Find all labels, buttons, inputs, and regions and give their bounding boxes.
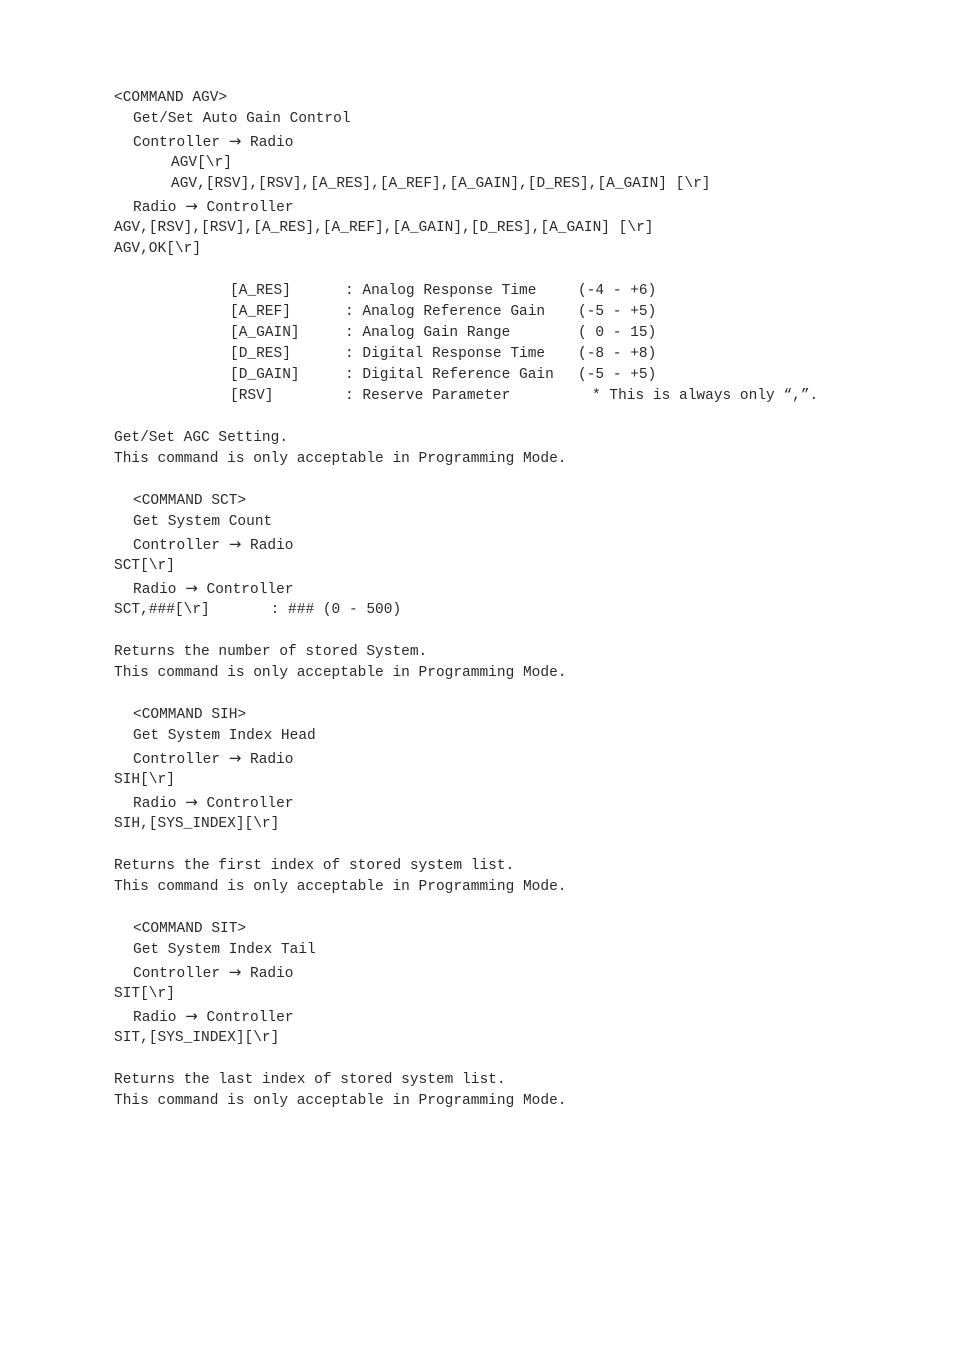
- direction-controller-to-radio: [114, 747, 894, 770]
- direction-to: Controller: [206, 1010, 294, 1026]
- parameter-name: [D_GAIN]: [230, 367, 300, 383]
- response-syntax: SIT,[SYS_INDEX][\r]: [114, 1030, 280, 1046]
- direction-to: Controller: [206, 582, 294, 598]
- request-syntax-set: AGV,[RSV],[RSV],[A_RES],[A_REF],[A_GAIN],[D_RES],[A_GAIN] [\r]: [171, 176, 711, 192]
- parameter-row: [114, 302, 894, 323]
- direction-from: Controller: [133, 135, 221, 151]
- direction-from: Radio: [133, 1010, 177, 1026]
- parameter-name: [D_RES]: [230, 346, 291, 362]
- direction-from: Controller: [133, 966, 221, 982]
- command-mode-note: This command is only acceptable in Programming Mode.: [114, 1093, 567, 1109]
- parameter-range: * This is always only “,”.: [592, 388, 819, 404]
- right-arrow-icon: →: [185, 793, 198, 811]
- request-syntax-get: AGV[\r]: [171, 155, 232, 171]
- direction-from: Radio: [133, 796, 177, 812]
- command-description: Returns the last index of stored system list.: [114, 1072, 506, 1088]
- command-description: Returns the number of stored System.: [114, 644, 428, 660]
- direction-radio-to-controller: [114, 577, 894, 600]
- command-title: Get System Count: [133, 514, 273, 530]
- parameter-description: : Reserve Parameter: [345, 388, 511, 404]
- direction-controller-to-radio: [114, 961, 894, 984]
- command-title: Get System Index Tail: [133, 942, 316, 958]
- response-syntax: [114, 600, 894, 621]
- command-description: Returns the first index of stored system list.: [114, 858, 515, 874]
- right-arrow-icon: →: [228, 963, 242, 981]
- parameter-description: : Digital Reference Gain: [345, 367, 554, 383]
- request-syntax: SIH[\r]: [114, 772, 175, 788]
- parameter-range: (-8 - +8): [578, 346, 657, 362]
- right-arrow-icon: →: [185, 1007, 198, 1025]
- command-header: <COMMAND SIH>: [133, 707, 247, 723]
- parameter-range: (-5 - +5): [578, 367, 657, 383]
- direction-controller-to-radio: [114, 533, 894, 556]
- command-mode-note: This command is only acceptable in Programming Mode.: [114, 665, 567, 681]
- parameter-description: : Digital Response Time: [345, 346, 546, 362]
- right-arrow-icon: →: [185, 579, 198, 597]
- right-arrow-icon: →: [185, 197, 198, 215]
- response-syntax-set: AGV,OK[\r]: [114, 241, 202, 257]
- parameter-row: [114, 344, 894, 365]
- direction-from: Radio: [133, 582, 177, 598]
- direction-controller-to-radio: [114, 130, 894, 153]
- request-syntax: SCT[\r]: [114, 558, 175, 574]
- parameter-description: : Analog Response Time: [345, 283, 537, 299]
- direction-to: Radio: [250, 538, 294, 554]
- parameter-row: [114, 323, 894, 344]
- command-agv-section: [114, 88, 894, 491]
- command-header: <COMMAND SIT>: [133, 921, 247, 937]
- direction-radio-to-controller: [114, 791, 894, 814]
- direction-radio-to-controller: [114, 195, 894, 218]
- command-sih-section: [114, 705, 894, 919]
- right-arrow-icon: →: [228, 749, 242, 767]
- direction-to: Radio: [250, 752, 294, 768]
- document-page: [114, 88, 894, 1112]
- direction-to: Controller: [206, 796, 294, 812]
- response-syntax-text: SCT,###[\r]: [114, 602, 210, 618]
- direction-to: Radio: [250, 966, 294, 982]
- command-title: Get/Set Auto Gain Control: [133, 111, 351, 127]
- command-sit-section: [114, 919, 894, 1112]
- command-header: <COMMAND SCT>: [133, 493, 247, 509]
- direction-from: Controller: [133, 752, 221, 768]
- response-syntax: SIH,[SYS_INDEX][\r]: [114, 816, 280, 832]
- command-sct-section: [114, 491, 894, 705]
- parameter-range: ( 0 - 15): [578, 325, 657, 341]
- direction-to: Radio: [250, 135, 294, 151]
- parameter-name: [RSV]: [230, 388, 274, 404]
- command-description: Get/Set AGC Setting.: [114, 430, 289, 446]
- direction-radio-to-controller: [114, 1005, 894, 1028]
- parameter-range: (-4 - +6): [578, 283, 657, 299]
- command-mode-note: This command is only acceptable in Programming Mode.: [114, 451, 567, 467]
- right-arrow-icon: →: [228, 132, 242, 150]
- parameter-name: [A_RES]: [230, 283, 291, 299]
- parameter-description: : Analog Gain Range: [345, 325, 511, 341]
- direction-from: Radio: [133, 200, 177, 216]
- parameter-list: [114, 281, 894, 407]
- direction-to: Controller: [206, 200, 294, 216]
- parameter-row: [114, 281, 894, 302]
- parameter-row: [114, 365, 894, 386]
- right-arrow-icon: →: [228, 535, 242, 553]
- response-syntax-get: AGV,[RSV],[RSV],[A_RES],[A_REF],[A_GAIN],[D_RES],[A_GAIN] [\r]: [114, 220, 654, 236]
- command-header: <COMMAND AGV>: [114, 90, 228, 106]
- direction-from: Controller: [133, 538, 221, 554]
- parameter-name: [A_GAIN]: [230, 325, 300, 341]
- response-range-note: : ### (0 - 500): [270, 602, 402, 618]
- request-syntax: SIT[\r]: [114, 986, 175, 1002]
- parameter-range: (-5 - +5): [578, 304, 657, 320]
- parameter-description: : Analog Reference Gain: [345, 304, 546, 320]
- command-mode-note: This command is only acceptable in Programming Mode.: [114, 879, 567, 895]
- parameter-row: [114, 386, 894, 407]
- command-title: Get System Index Head: [133, 728, 316, 744]
- parameter-name: [A_REF]: [230, 304, 291, 320]
